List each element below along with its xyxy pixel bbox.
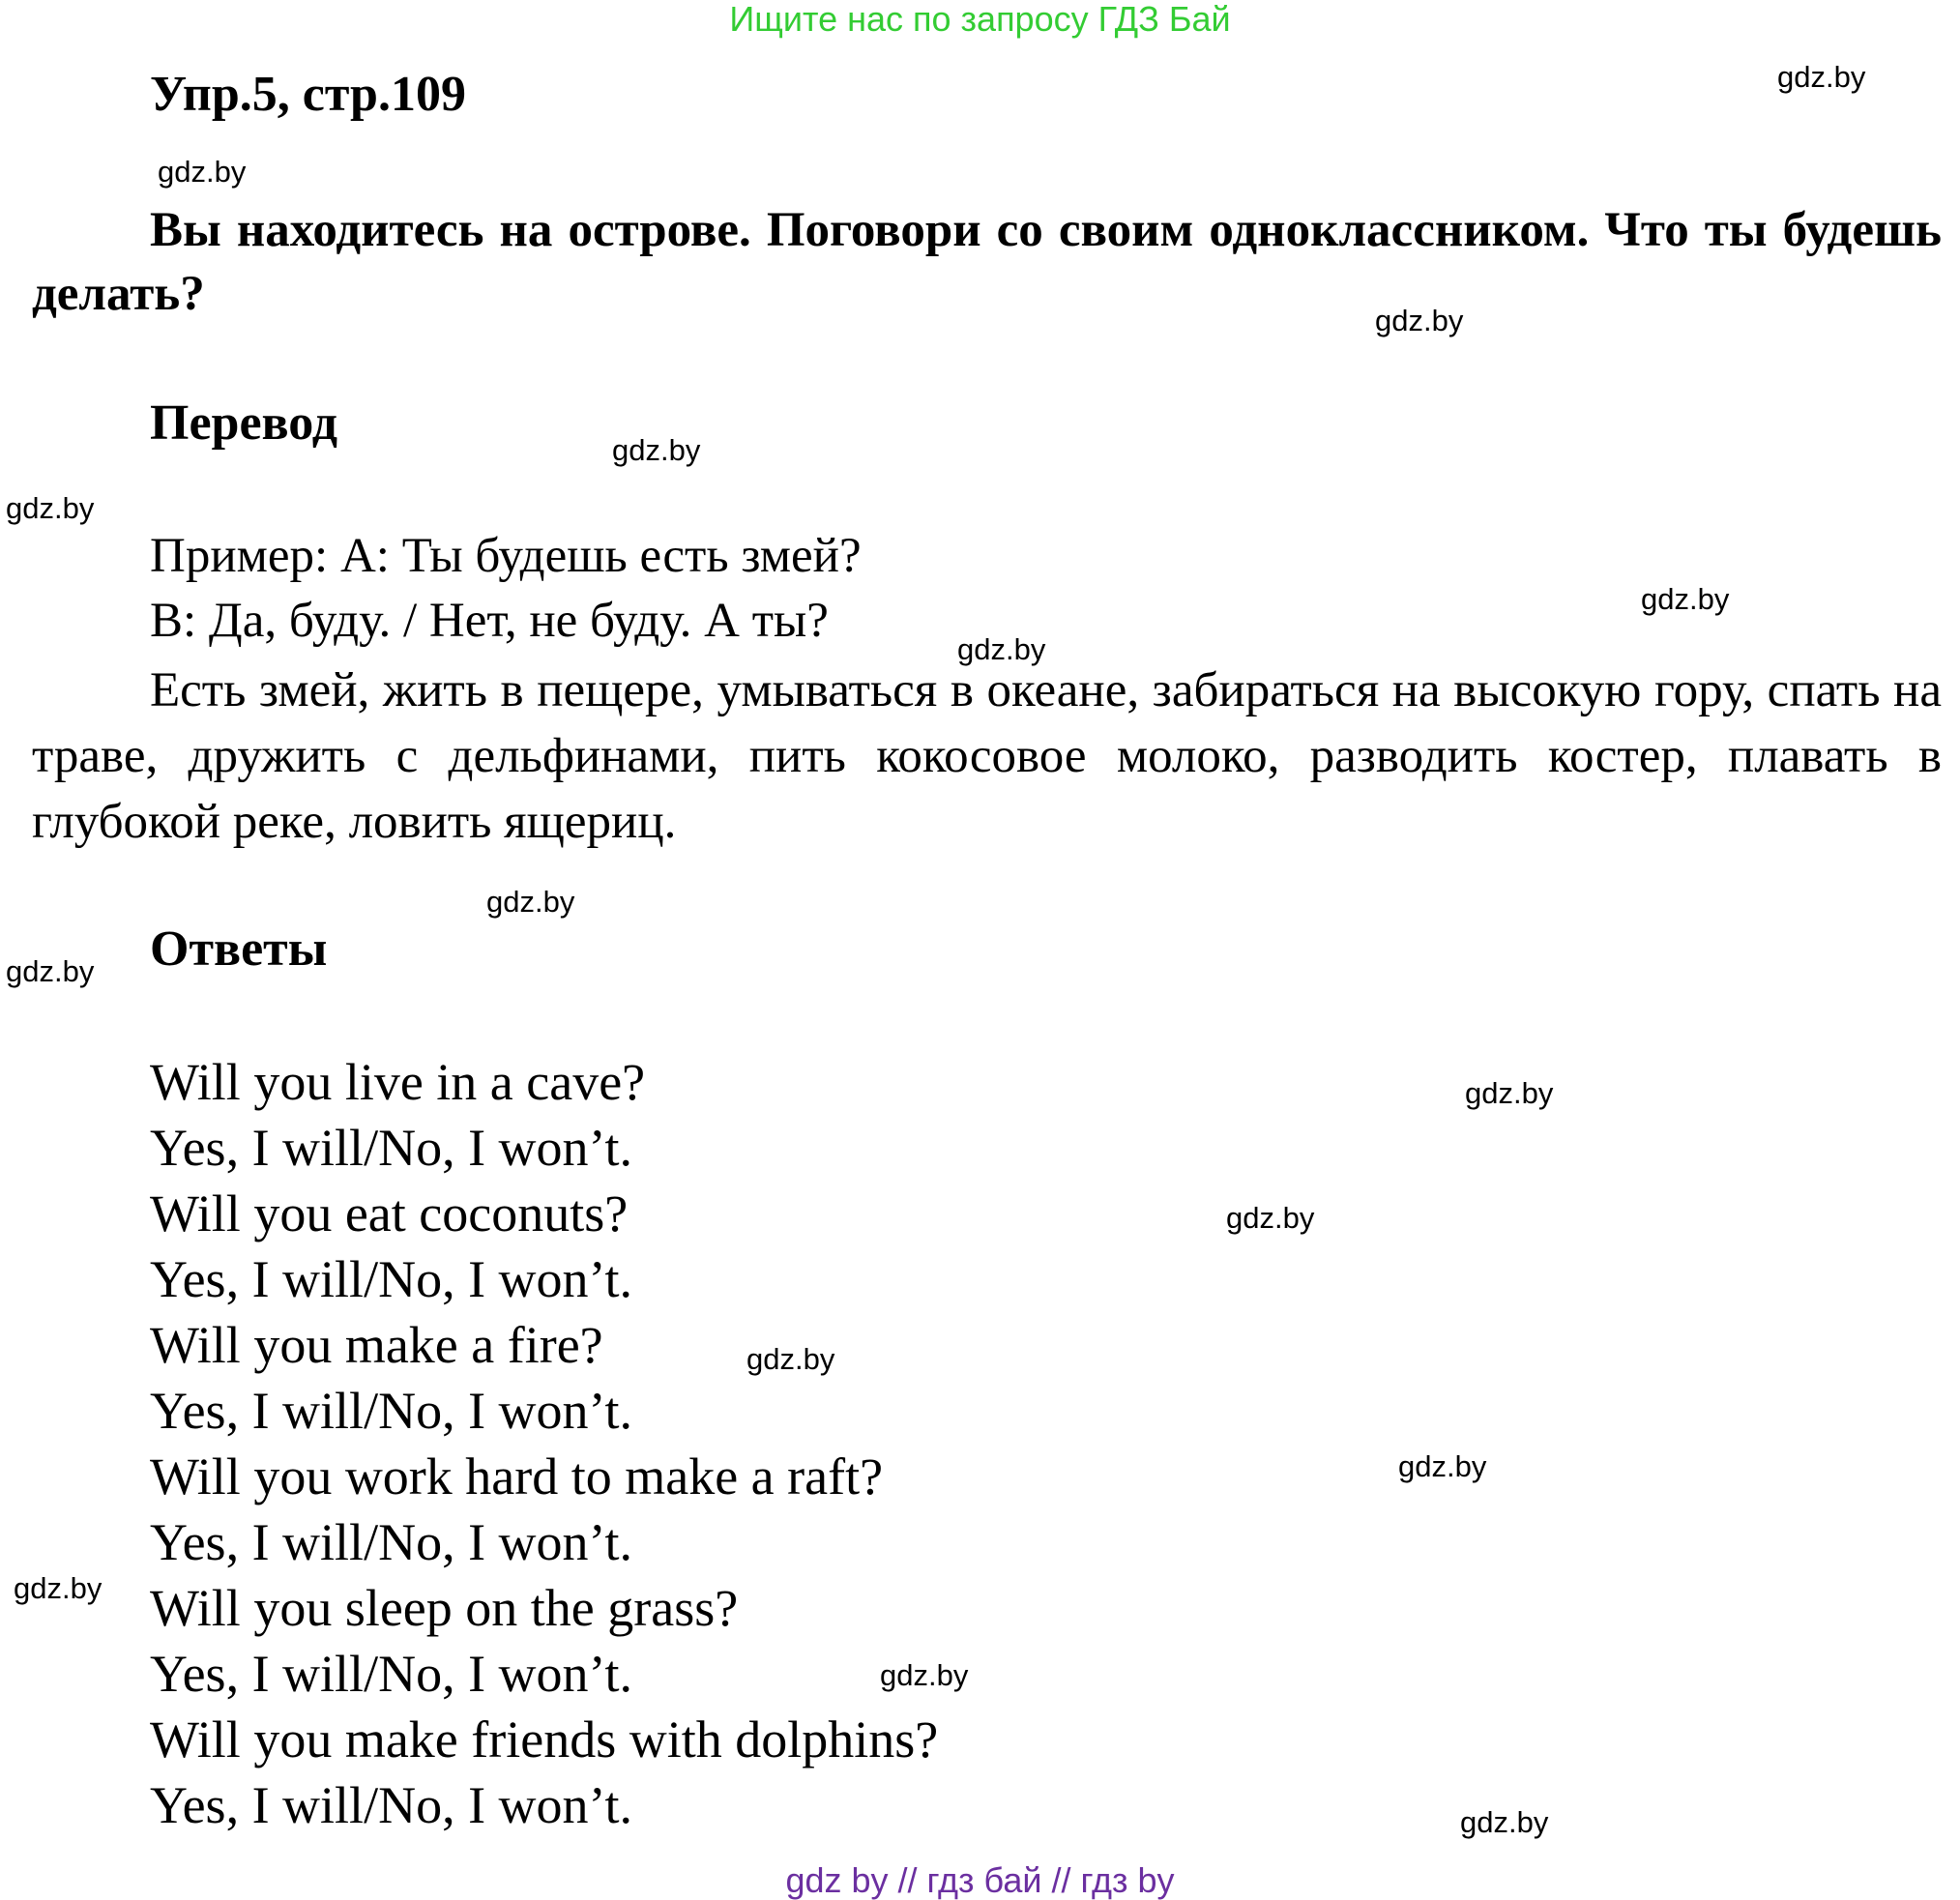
watermark: gdz.by <box>1777 60 1866 94</box>
answer-line: Will you eat coconuts? <box>150 1184 629 1242</box>
watermark: gdz.by <box>880 1658 969 1692</box>
answer-line: Yes, I will/No, I won’t. <box>150 1776 633 1834</box>
task-text: Вы находитесь на острове. Поговори со своим одноклассником. Что ты будешь делать? <box>32 203 1942 321</box>
watermark: gdz.by <box>14 1571 102 1605</box>
exercise-title: Упр.5, стр.109 <box>150 67 466 122</box>
watermark: gdz.by <box>612 433 701 467</box>
answer-line: Will you work hard to make a raft? <box>150 1447 884 1505</box>
watermark: gdz.by <box>6 954 95 988</box>
watermark: gdz.by <box>746 1342 835 1376</box>
watermark: gdz.by <box>957 632 1046 666</box>
answer-line: Will you make a fire? <box>150 1316 603 1374</box>
watermark: gdz.by <box>1460 1805 1549 1839</box>
translation-paragraph: Есть змей, жить в пещере, умываться в океане, забираться на высокую гору, спать на траве, дружить с дельфинами, пить кокосовое молоко, разводить костер, плавать в глубокой реке, ловить ящериц. <box>32 663 1942 849</box>
answers-heading: Ответы <box>150 921 328 977</box>
watermark: gdz.by <box>1641 582 1730 616</box>
answer-line: Yes, I will/No, I won’t. <box>150 1382 633 1440</box>
watermark: gdz.by <box>6 491 95 525</box>
example-line-a: Пример: A: Ты будешь есть змей? <box>150 529 862 583</box>
answers-list <box>150 1049 938 1838</box>
footer-links[interactable]: gdz by // гдз бай // гдз by <box>785 1860 1175 1900</box>
answer-line: Will you sleep on the grass? <box>150 1579 739 1637</box>
top-banner[interactable]: Ищите нас по запросу ГДЗ Бай <box>729 0 1231 39</box>
watermark: gdz.by <box>1375 304 1464 337</box>
answer-line: Yes, I will/No, I won’t. <box>150 1513 633 1571</box>
watermark: gdz.by <box>1226 1201 1315 1235</box>
watermark: gdz.by <box>486 885 575 919</box>
watermark: gdz.by <box>158 155 247 189</box>
watermark: gdz.by <box>1398 1449 1487 1483</box>
answer-line: Will you live in a cave? <box>150 1053 646 1111</box>
answer-line: Yes, I will/No, I won’t. <box>150 1250 633 1308</box>
answer-line: Yes, I will/No, I won’t. <box>150 1119 633 1177</box>
watermark: gdz.by <box>1465 1076 1554 1110</box>
translation-heading: Перевод <box>150 395 338 451</box>
answer-line: Will you make friends with dolphins? <box>150 1710 939 1768</box>
answer-line: Yes, I will/No, I won’t. <box>150 1645 633 1703</box>
example-line-b: B: Да, буду. / Нет, не буду. А ты? <box>150 594 829 648</box>
